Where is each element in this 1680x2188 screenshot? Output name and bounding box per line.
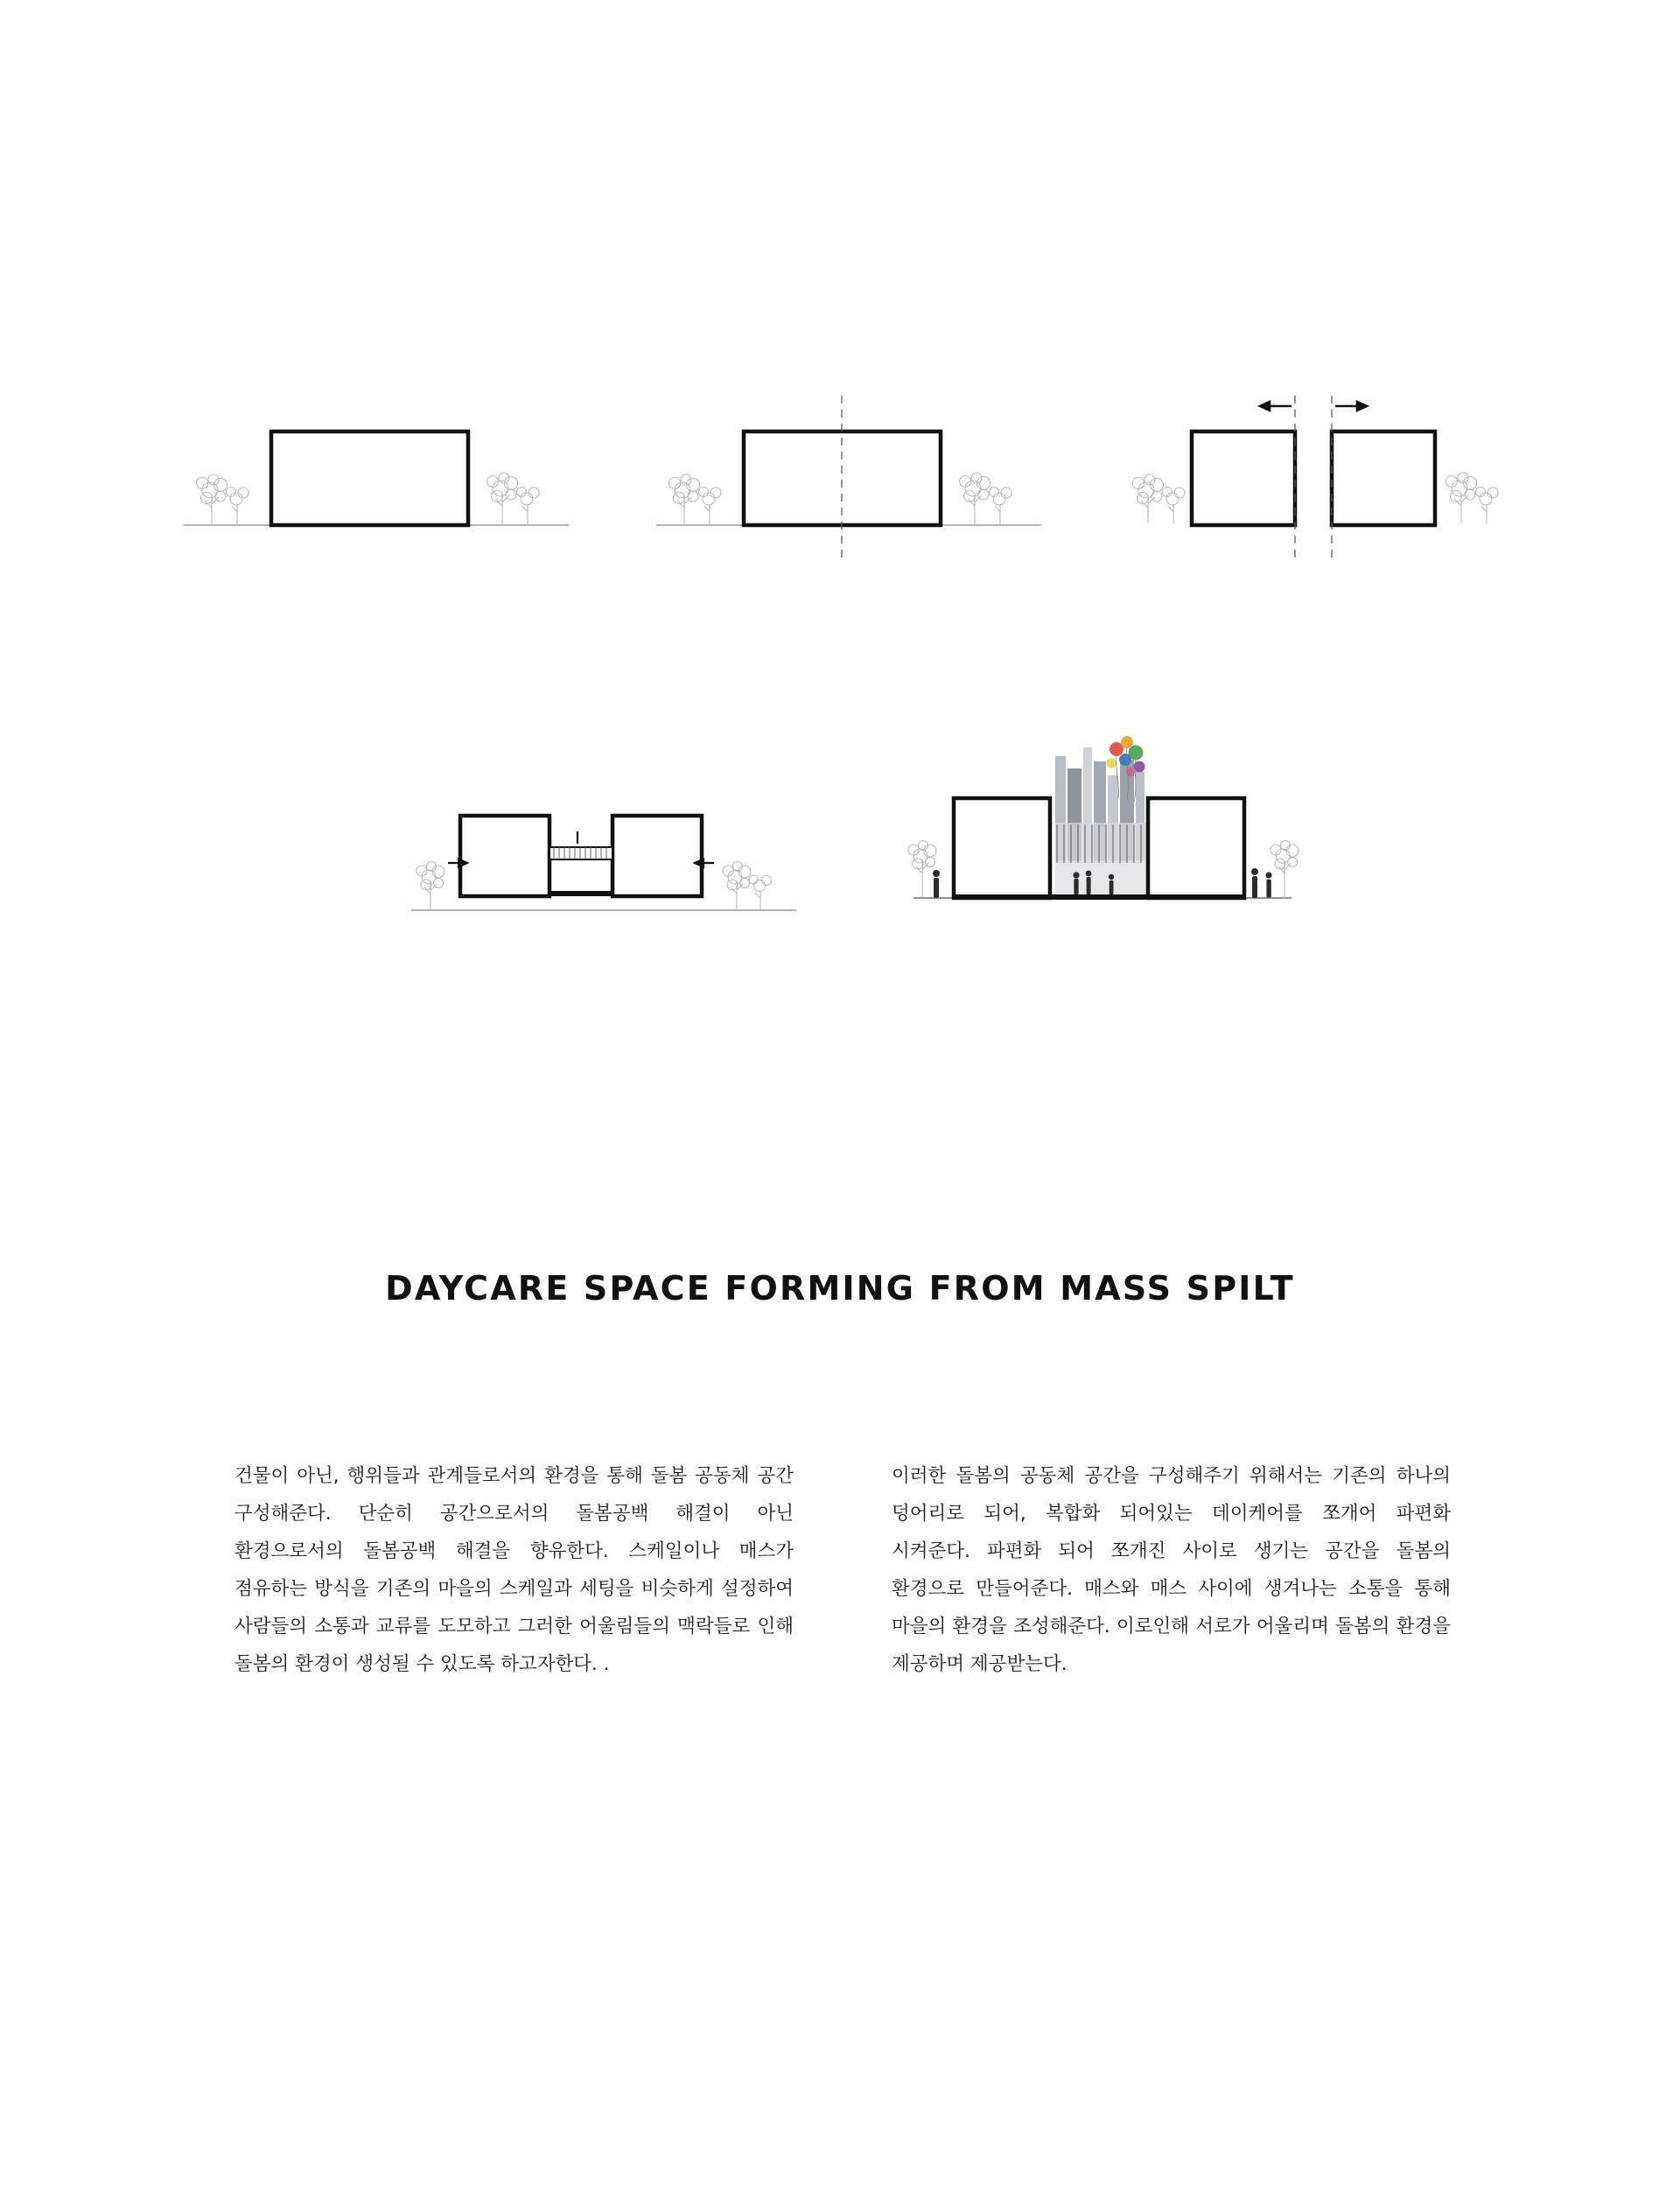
diagram-step-4	[402, 779, 805, 936]
step-5-svg	[901, 718, 1304, 936]
diagram-step-1	[175, 376, 578, 543]
tree-icon	[197, 474, 249, 525]
step-3-svg	[1111, 376, 1514, 578]
paragraph-left: 건물이 아닌, 행위들과 관계들로서의 환경을 통해 돌봄 공동체 공간 구성해준다. 단순히 공간으로서의 돌봄공백 해결이 아닌 환경으로서의 돌봄공백 해결을 향유한다. 스케일이나 매스가 점유하는 방식을 기존의 마을의 스케일과 세팅을 비슷하게 설정하여 사람들의 소통과 교류를 도모하고 그러한 어울림들의 맥락들로 인해 돌봄의 환경이 생성될 수 있도록 하고자한다. .	[234, 1465, 794, 1675]
text-column-left	[234, 1457, 794, 1683]
step-2-svg	[648, 376, 1050, 578]
bridge-element	[550, 847, 612, 896]
diagram-step-5	[901, 718, 1304, 936]
tree-icon	[908, 841, 936, 899]
tree-icon	[1446, 473, 1499, 523]
step-4-svg	[402, 779, 805, 936]
step-1-svg	[175, 376, 578, 543]
tree-icon	[1270, 841, 1298, 899]
tree-icon	[669, 474, 722, 525]
diagram-step-3	[1111, 376, 1514, 578]
tree-icon	[960, 473, 1012, 525]
body-text	[234, 1457, 1451, 1683]
text-column-right	[892, 1457, 1451, 1683]
title-block	[0, 1269, 1680, 1308]
diagram-area	[0, 0, 1680, 980]
page-title: DAYCARE SPACE FORMING FROM MASS SPILT	[385, 1269, 1295, 1308]
tree-icon	[416, 862, 444, 911]
paragraph-right: 이러한 돌봄의 공동체 공간을 구성해주기 위해서는 기존의 하나의 덩어리로 되어, 복합화 되어있는 데이케어를 쪼개어 파편화 시켜준다. 파편화 되어 쪼개진 사이로 생기는 공간을 돌봄의 환경으로 만들어준다. 매스와 매스 사이에 생겨나는 소통을 통해 마을의 환경을 조성해준다. 이로인해 서로가 어울리며 돌봄의 환경을 제공하며 제공받는다.	[892, 1465, 1451, 1675]
diagram-step-2	[648, 376, 1050, 578]
tree-icon	[1133, 474, 1186, 523]
collage-fill	[1055, 736, 1148, 898]
tree-icon	[723, 862, 772, 911]
separation-arrows	[1260, 402, 1367, 410]
tree-icon	[487, 473, 540, 525]
